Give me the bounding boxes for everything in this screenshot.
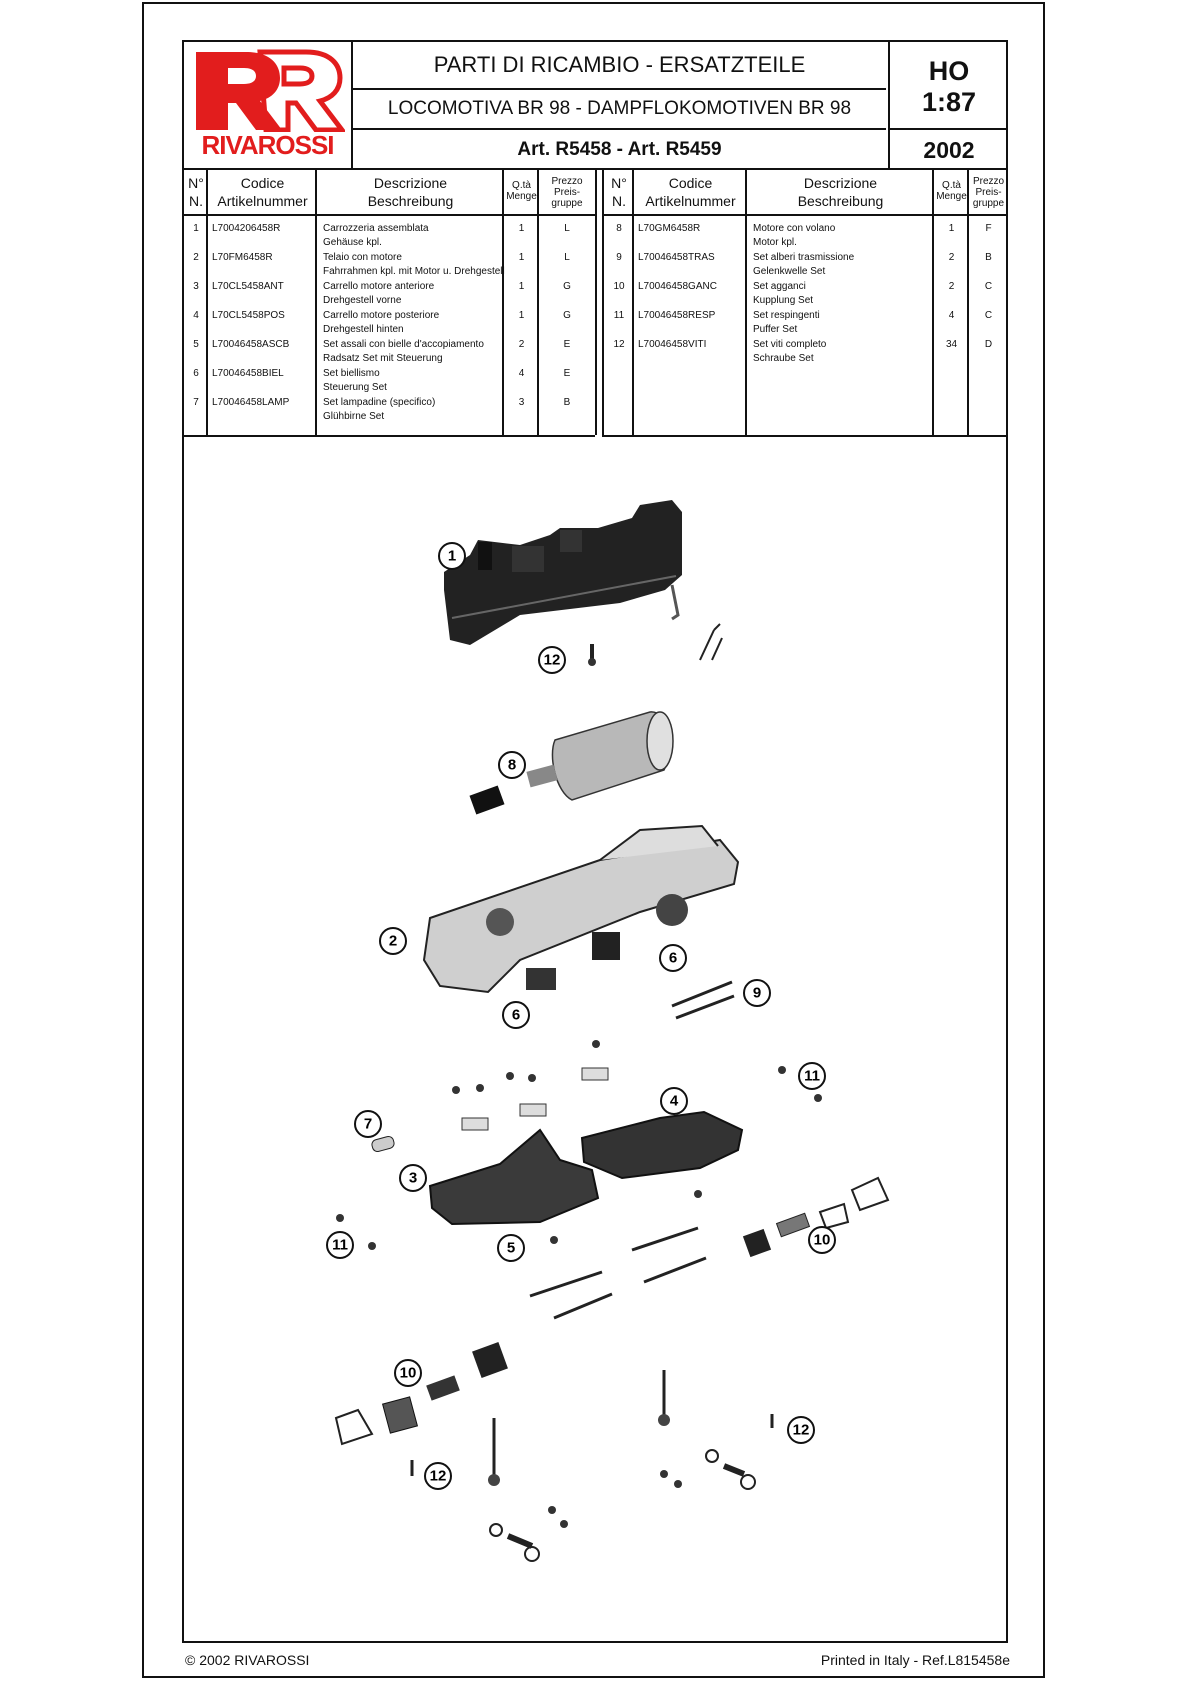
cell-price: F: [985, 223, 992, 234]
cell-de: Gelenkwelle Set: [753, 266, 826, 277]
part-callout: [788, 1417, 814, 1443]
column-header-line: gruppe: [972, 198, 1005, 209]
drive-shaft-part: [672, 982, 734, 1018]
column-header-line: Preis-: [975, 187, 1002, 198]
callout-number: 11: [804, 1067, 820, 1085]
cell-qty: 3: [518, 397, 525, 408]
cell-price: L: [564, 223, 570, 234]
cell-code: L70CL5458POS: [212, 310, 285, 321]
cell-it: Telaio con motore: [323, 252, 402, 263]
cell-de: Steuerung Set: [323, 382, 387, 393]
column-header-line: Codice: [668, 175, 713, 191]
cell-it: Set biellismo: [323, 368, 380, 379]
part-callout: [799, 1063, 825, 1089]
coupler-part: [336, 1342, 508, 1444]
cell-qty: 1: [518, 252, 525, 263]
cell-code: L7004206458R: [212, 223, 281, 234]
cell-price: C: [984, 310, 993, 321]
cell-de: Drehgestell hinten: [323, 324, 404, 335]
cell-it: Carrello motore posteriore: [323, 310, 440, 321]
column-header-line: Artikelnummer: [645, 193, 736, 209]
cell-it: Set lampadine (specifico): [323, 397, 436, 408]
cell-de: Fahrrahmen kpl. mit Motor u. Drehgestell: [323, 266, 505, 277]
cell-no: 6: [193, 368, 199, 379]
part-callout: [355, 1111, 381, 1137]
part-callout: [498, 1235, 524, 1261]
cell-price: E: [563, 368, 571, 379]
cell-code: L70046458GANC: [638, 281, 717, 292]
cell-qty: 34: [945, 339, 958, 350]
part-callout: [439, 543, 465, 569]
loco-body-part: [444, 500, 682, 645]
cell-it: Motore con volano: [753, 223, 836, 234]
cell-it: Set agganci: [753, 281, 806, 292]
callout-number: 12: [543, 651, 561, 669]
cell-price: B: [563, 397, 571, 408]
part-callout: [499, 752, 525, 778]
cell-qty: 1: [518, 281, 525, 292]
sheet-title: PARTI DI RICAMBIO - ERSATZTEILE: [353, 42, 886, 90]
column-header-line: N°: [611, 175, 627, 191]
column-header-line: Artikelnummer: [217, 193, 308, 209]
callout-number: 5: [506, 1239, 516, 1257]
cell-qty: 2: [948, 281, 955, 292]
cell-code: L70046458BIEL: [212, 368, 284, 379]
cell-it: Set respingenti: [753, 310, 820, 321]
column-header-line: Q.tà: [942, 180, 961, 191]
cell-no: 10: [613, 281, 625, 292]
copyright: © 2002 RIVAROSSI: [185, 1652, 310, 1668]
cell-price: C: [984, 281, 993, 292]
cell-qty: 2: [948, 252, 955, 263]
cell-qty: 1: [518, 310, 525, 321]
callout-number: 10: [813, 1231, 831, 1249]
cell-no: 12: [613, 339, 625, 350]
scale-label: HO: [928, 56, 970, 86]
cell-no: 3: [193, 281, 199, 292]
column-header-line: Menge: [936, 191, 967, 202]
column-header-line: Codice: [240, 175, 285, 191]
cell-no: 1: [193, 223, 199, 234]
column-header-line: Prezzo: [551, 176, 583, 187]
part-callout: [661, 1088, 687, 1114]
column-header-line: Preis-: [553, 187, 581, 198]
callout-number: 10: [399, 1364, 417, 1382]
callout-number: 11: [332, 1236, 348, 1254]
part-callout: [503, 1002, 529, 1028]
column-header-line: Q.tà: [512, 180, 531, 191]
cell-it: Set viti completo: [753, 339, 827, 350]
column-header-line: N.: [189, 193, 203, 209]
cell-code: L70046458LAMP: [212, 397, 290, 408]
cell-no: 5: [193, 339, 199, 350]
cell-de: Glühbirne Set: [323, 411, 385, 422]
cell-de: Puffer Set: [753, 324, 798, 335]
cell-qty: 1: [948, 223, 955, 234]
cell-no: 4: [193, 310, 199, 321]
column-header-line: Prezzo: [972, 176, 1005, 187]
callout-number: 9: [752, 984, 762, 1002]
cell-de: Schraube Set: [753, 353, 814, 364]
part-callout: [539, 647, 565, 673]
part-callout: [380, 928, 406, 954]
callout-number: 6: [511, 1006, 521, 1024]
part-callout: [744, 980, 770, 1006]
column-header-line: N.: [612, 193, 626, 209]
cell-qty: 4: [518, 368, 525, 379]
part-callout: [327, 1232, 353, 1258]
cell-qty: 1: [518, 223, 525, 234]
lamp-part: [371, 1135, 395, 1152]
cell-price: L: [564, 252, 570, 263]
cell-price: B: [985, 252, 992, 263]
cell-no: 2: [193, 252, 199, 263]
screws-part: [336, 1040, 822, 1561]
callout-number: 4: [669, 1092, 679, 1110]
cell-code: L70CL5458ANT: [212, 281, 284, 292]
part-callout: [660, 945, 686, 971]
part-callout: [809, 1227, 835, 1253]
cell-de: Motor kpl.: [753, 237, 797, 248]
year-label: 2002: [888, 130, 1008, 168]
callout-number: 2: [388, 932, 398, 950]
callout-number: 8: [507, 756, 517, 774]
part-callout: [400, 1165, 426, 1191]
cell-qty: 4: [948, 310, 955, 321]
callout-layer: [327, 543, 835, 1489]
cell-price: D: [984, 339, 993, 350]
column-header-line: Descrizione: [373, 175, 448, 191]
cell-price: G: [563, 310, 571, 321]
callout-number: 12: [429, 1467, 447, 1485]
column-header-line: Menge: [506, 191, 537, 202]
article-numbers: Art. R5458 - Art. R5459: [517, 139, 722, 160]
cell-no: 9: [616, 252, 622, 263]
part-callout: [395, 1360, 421, 1386]
front-bogie-part: [430, 1130, 598, 1224]
cell-no: 11: [613, 310, 625, 321]
cell-price: E: [563, 339, 571, 350]
cell-it: Carrozzeria assemblata: [323, 223, 429, 234]
column-header-line: gruppe: [551, 198, 583, 209]
cell-code: L70FM6458R: [212, 252, 273, 263]
column-header-line: N°: [188, 175, 204, 191]
scale-ratio: 1:87: [921, 87, 977, 117]
cell-de: Drehgestell vorne: [323, 295, 402, 306]
cell-price: G: [563, 281, 571, 292]
cell-de: Kupplung Set: [753, 295, 814, 306]
model-title: LOCOMOTIVA BR 98 - DAMPFLOKOMOTIVEN BR 98: [353, 90, 886, 130]
callout-number: 3: [408, 1169, 418, 1187]
chassis-part: [424, 826, 738, 992]
part-callout: [425, 1463, 451, 1489]
cell-it: Set assali con bielle d'accopiamento: [323, 339, 484, 350]
cell-code: L70046458VITI: [638, 339, 707, 350]
cell-code: L70046458TRAS: [638, 252, 715, 263]
callout-number: 12: [792, 1421, 810, 1439]
cell-code: L70046458RESP: [638, 310, 716, 321]
column-header-line: Descrizione: [803, 175, 878, 191]
cell-it: Carrello motore anteriore: [323, 281, 435, 292]
wire-clip-part: [700, 624, 722, 660]
cell-de: Gehäuse kpl.: [323, 237, 382, 248]
column-header-line: Beschreibung: [367, 193, 454, 209]
screw-part: [588, 644, 596, 666]
print-reference: Printed in Italy - Ref.L815458e: [820, 1652, 1010, 1668]
cell-code: L70GM6458R: [638, 223, 701, 234]
cell-code: L70046458ASCB: [212, 339, 290, 350]
cell-qty: 2: [518, 339, 525, 350]
cell-no: 7: [193, 397, 199, 408]
callout-number: 6: [668, 949, 678, 967]
callout-number: 7: [363, 1115, 373, 1133]
cell-de: Radsatz Set mit Steuerung: [323, 353, 443, 364]
rear-bogie-part: [582, 1112, 742, 1178]
brand-wordmark: RIVAROSSI: [201, 130, 334, 160]
cell-no: 8: [616, 223, 622, 234]
cell-it: Set alberi trasmissione: [753, 252, 855, 263]
callout-number: 1: [447, 547, 457, 565]
column-header-line: Beschreibung: [797, 193, 884, 209]
